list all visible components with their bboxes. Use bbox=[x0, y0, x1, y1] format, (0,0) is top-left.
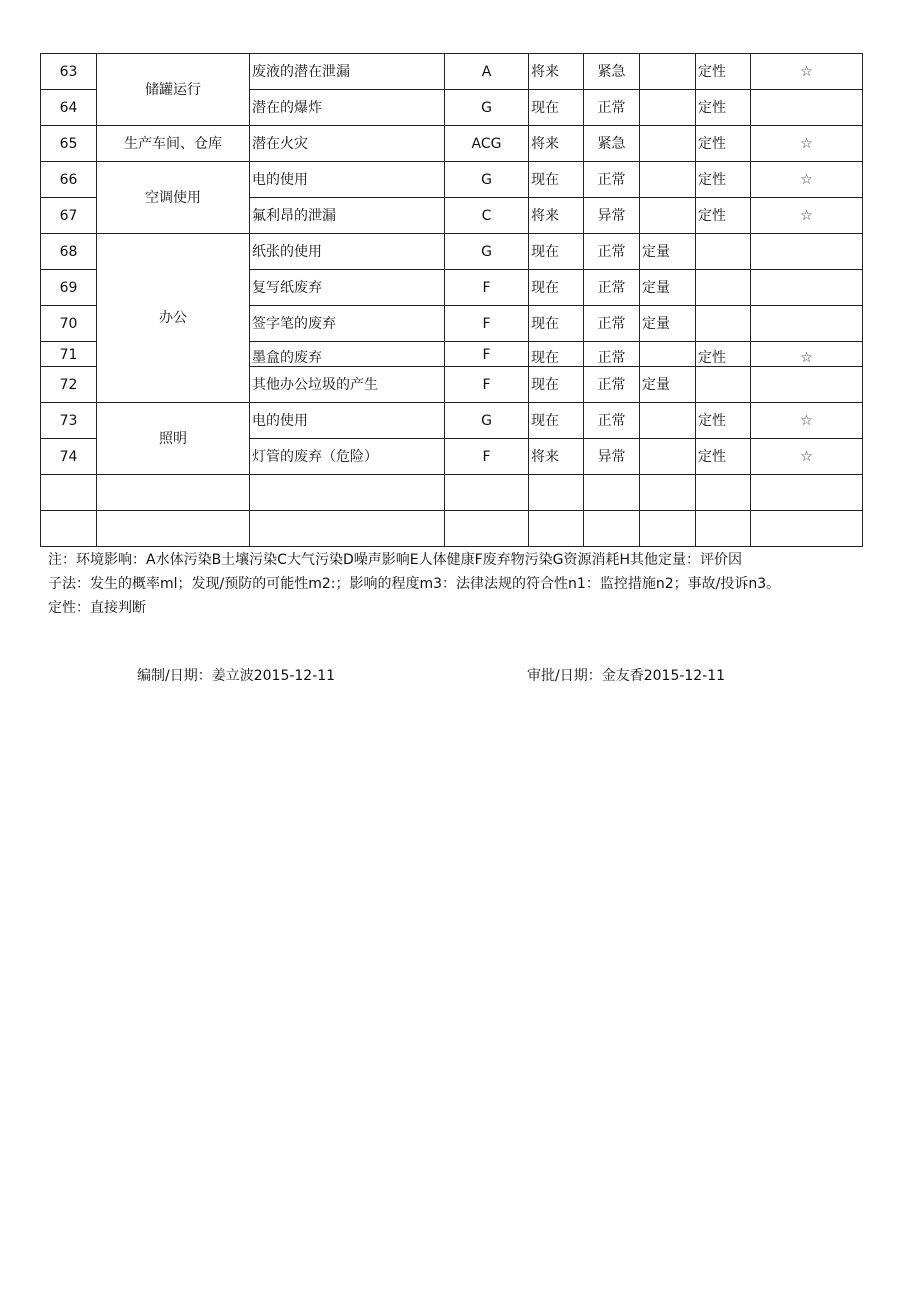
significance-star-icon: ☆ bbox=[751, 342, 863, 367]
qualitative-cell: 定性 bbox=[696, 162, 751, 198]
impact-cell: F bbox=[445, 270, 529, 306]
quantitative-cell bbox=[640, 54, 696, 90]
quantitative-cell bbox=[640, 342, 696, 367]
state-cell: 异常 bbox=[584, 439, 640, 475]
state-cell: 正常 bbox=[584, 162, 640, 198]
activity-cell: 生产车间、仓库 bbox=[97, 126, 250, 162]
tense-cell: 现在 bbox=[529, 234, 584, 270]
aspect-cell: 电的使用 bbox=[250, 162, 445, 198]
row-number: 67 bbox=[41, 198, 97, 234]
qualitative-cell: 定性 bbox=[696, 90, 751, 126]
table-row bbox=[41, 126, 863, 162]
table-row bbox=[41, 403, 863, 439]
row-number: 70 bbox=[41, 306, 97, 342]
state-cell: 紧急 bbox=[584, 54, 640, 90]
note-line: 注：环境影响：A水体污染B土壤污染C大气污染D噪声影响E人体健康F废弃物污染G资源消耗H其他定量：评价因 bbox=[48, 552, 743, 568]
impact-cell: ACG bbox=[445, 126, 529, 162]
aspect-cell: 纸张的使用 bbox=[250, 234, 445, 270]
qualitative-cell bbox=[696, 270, 751, 306]
qualitative-cell bbox=[696, 367, 751, 403]
aspect-cell: 电的使用 bbox=[250, 403, 445, 439]
state-cell: 正常 bbox=[584, 270, 640, 306]
activity-cell: 储罐运行 bbox=[97, 54, 250, 126]
row-number: 65 bbox=[41, 126, 97, 162]
significance-star-icon: ☆ bbox=[751, 198, 863, 234]
tense-cell: 现在 bbox=[529, 162, 584, 198]
qualitative-cell: 定性 bbox=[696, 403, 751, 439]
note-line: 定性：直接判断 bbox=[48, 600, 146, 616]
impact-cell: F bbox=[445, 306, 529, 342]
tense-cell: 现在 bbox=[529, 306, 584, 342]
state-cell: 异常 bbox=[584, 198, 640, 234]
qualitative-cell bbox=[696, 306, 751, 342]
aspect-cell: 潜在火灾 bbox=[250, 126, 445, 162]
quantitative-cell bbox=[640, 90, 696, 126]
qualitative-cell: 定性 bbox=[696, 198, 751, 234]
tense-cell: 将来 bbox=[529, 126, 584, 162]
activity-cell: 办公 bbox=[97, 234, 250, 403]
empty-row bbox=[41, 511, 863, 547]
impact-cell: C bbox=[445, 198, 529, 234]
aspect-cell: 潜在的爆炸 bbox=[250, 90, 445, 126]
aspect-cell: 其他办公垃圾的产生 bbox=[250, 367, 445, 403]
aspect-cell: 废液的潜在泄漏 bbox=[250, 54, 445, 90]
quantitative-cell bbox=[640, 162, 696, 198]
significance-star-icon: ☆ bbox=[751, 439, 863, 475]
table-row bbox=[41, 234, 863, 270]
note-line: 子法：发生的概率ml；发现/预防的可能性m2:；影响的程度m3：法律法规的符合性n1：监控措施n2；事故/投诉n3。 bbox=[48, 576, 781, 592]
significance-star-icon bbox=[751, 306, 863, 342]
tense-cell: 将来 bbox=[529, 439, 584, 475]
approved-by: 审批/日期：金友香2015-12-11 bbox=[527, 668, 726, 684]
row-number: 63 bbox=[41, 54, 97, 90]
aspect-cell: 墨盒的废弃 bbox=[250, 342, 445, 367]
quantitative-cell: 定量 bbox=[640, 367, 696, 403]
row-number: 64 bbox=[41, 90, 97, 126]
tense-cell: 现在 bbox=[529, 403, 584, 439]
aspect-table bbox=[40, 53, 863, 547]
significance-star-icon: ☆ bbox=[751, 403, 863, 439]
quantitative-cell bbox=[640, 198, 696, 234]
aspect-cell: 氟利昂的泄漏 bbox=[250, 198, 445, 234]
impact-cell: G bbox=[445, 90, 529, 126]
qualitative-cell: 定性 bbox=[696, 342, 751, 367]
impact-cell: G bbox=[445, 162, 529, 198]
significance-star-icon bbox=[751, 367, 863, 403]
row-number: 66 bbox=[41, 162, 97, 198]
state-cell: 正常 bbox=[584, 403, 640, 439]
aspect-cell: 灯管的废弃（危险） bbox=[250, 439, 445, 475]
aspect-cell: 复写纸废弃 bbox=[250, 270, 445, 306]
quantitative-cell: 定量 bbox=[640, 234, 696, 270]
row-number: 74 bbox=[41, 439, 97, 475]
tense-cell: 现在 bbox=[529, 270, 584, 306]
row-number: 69 bbox=[41, 270, 97, 306]
quantitative-cell bbox=[640, 126, 696, 162]
row-number: 72 bbox=[41, 367, 97, 403]
row-number: 71 bbox=[41, 342, 97, 367]
compiled-by: 编制/日期：姜立波2015-12-11 bbox=[137, 668, 336, 684]
empty-row bbox=[41, 475, 863, 511]
qualitative-cell: 定性 bbox=[696, 439, 751, 475]
state-cell: 正常 bbox=[584, 342, 640, 367]
tense-cell: 将来 bbox=[529, 198, 584, 234]
significance-star-icon: ☆ bbox=[751, 126, 863, 162]
state-cell: 正常 bbox=[584, 234, 640, 270]
table-row bbox=[41, 162, 863, 198]
tense-cell: 现在 bbox=[529, 367, 584, 403]
significance-star-icon: ☆ bbox=[751, 54, 863, 90]
impact-cell: G bbox=[445, 403, 529, 439]
significance-star-icon: ☆ bbox=[751, 162, 863, 198]
state-cell: 正常 bbox=[584, 367, 640, 403]
impact-cell: F bbox=[445, 367, 529, 403]
impact-cell: F bbox=[445, 342, 529, 367]
significance-star-icon bbox=[751, 270, 863, 306]
impact-cell: F bbox=[445, 439, 529, 475]
state-cell: 正常 bbox=[584, 306, 640, 342]
legend-note bbox=[48, 548, 868, 620]
row-number: 68 bbox=[41, 234, 97, 270]
qualitative-cell: 定性 bbox=[696, 54, 751, 90]
qualitative-cell: 定性 bbox=[696, 126, 751, 162]
activity-cell: 空调使用 bbox=[97, 162, 250, 234]
aspect-cell: 签字笔的废弃 bbox=[250, 306, 445, 342]
table-row bbox=[41, 54, 863, 90]
activity-cell: 照明 bbox=[97, 403, 250, 475]
tense-cell: 将来 bbox=[529, 54, 584, 90]
quantitative-cell bbox=[640, 439, 696, 475]
significance-star-icon bbox=[751, 234, 863, 270]
impact-cell: G bbox=[445, 234, 529, 270]
tense-cell: 现在 bbox=[529, 342, 584, 367]
quantitative-cell bbox=[640, 403, 696, 439]
quantitative-cell: 定量 bbox=[640, 306, 696, 342]
state-cell: 正常 bbox=[584, 90, 640, 126]
state-cell: 紧急 bbox=[584, 126, 640, 162]
row-number: 73 bbox=[41, 403, 97, 439]
quantitative-cell: 定量 bbox=[640, 270, 696, 306]
impact-cell: A bbox=[445, 54, 529, 90]
table-body bbox=[41, 54, 863, 547]
significance-star-icon bbox=[751, 90, 863, 126]
qualitative-cell bbox=[696, 234, 751, 270]
tense-cell: 现在 bbox=[529, 90, 584, 126]
